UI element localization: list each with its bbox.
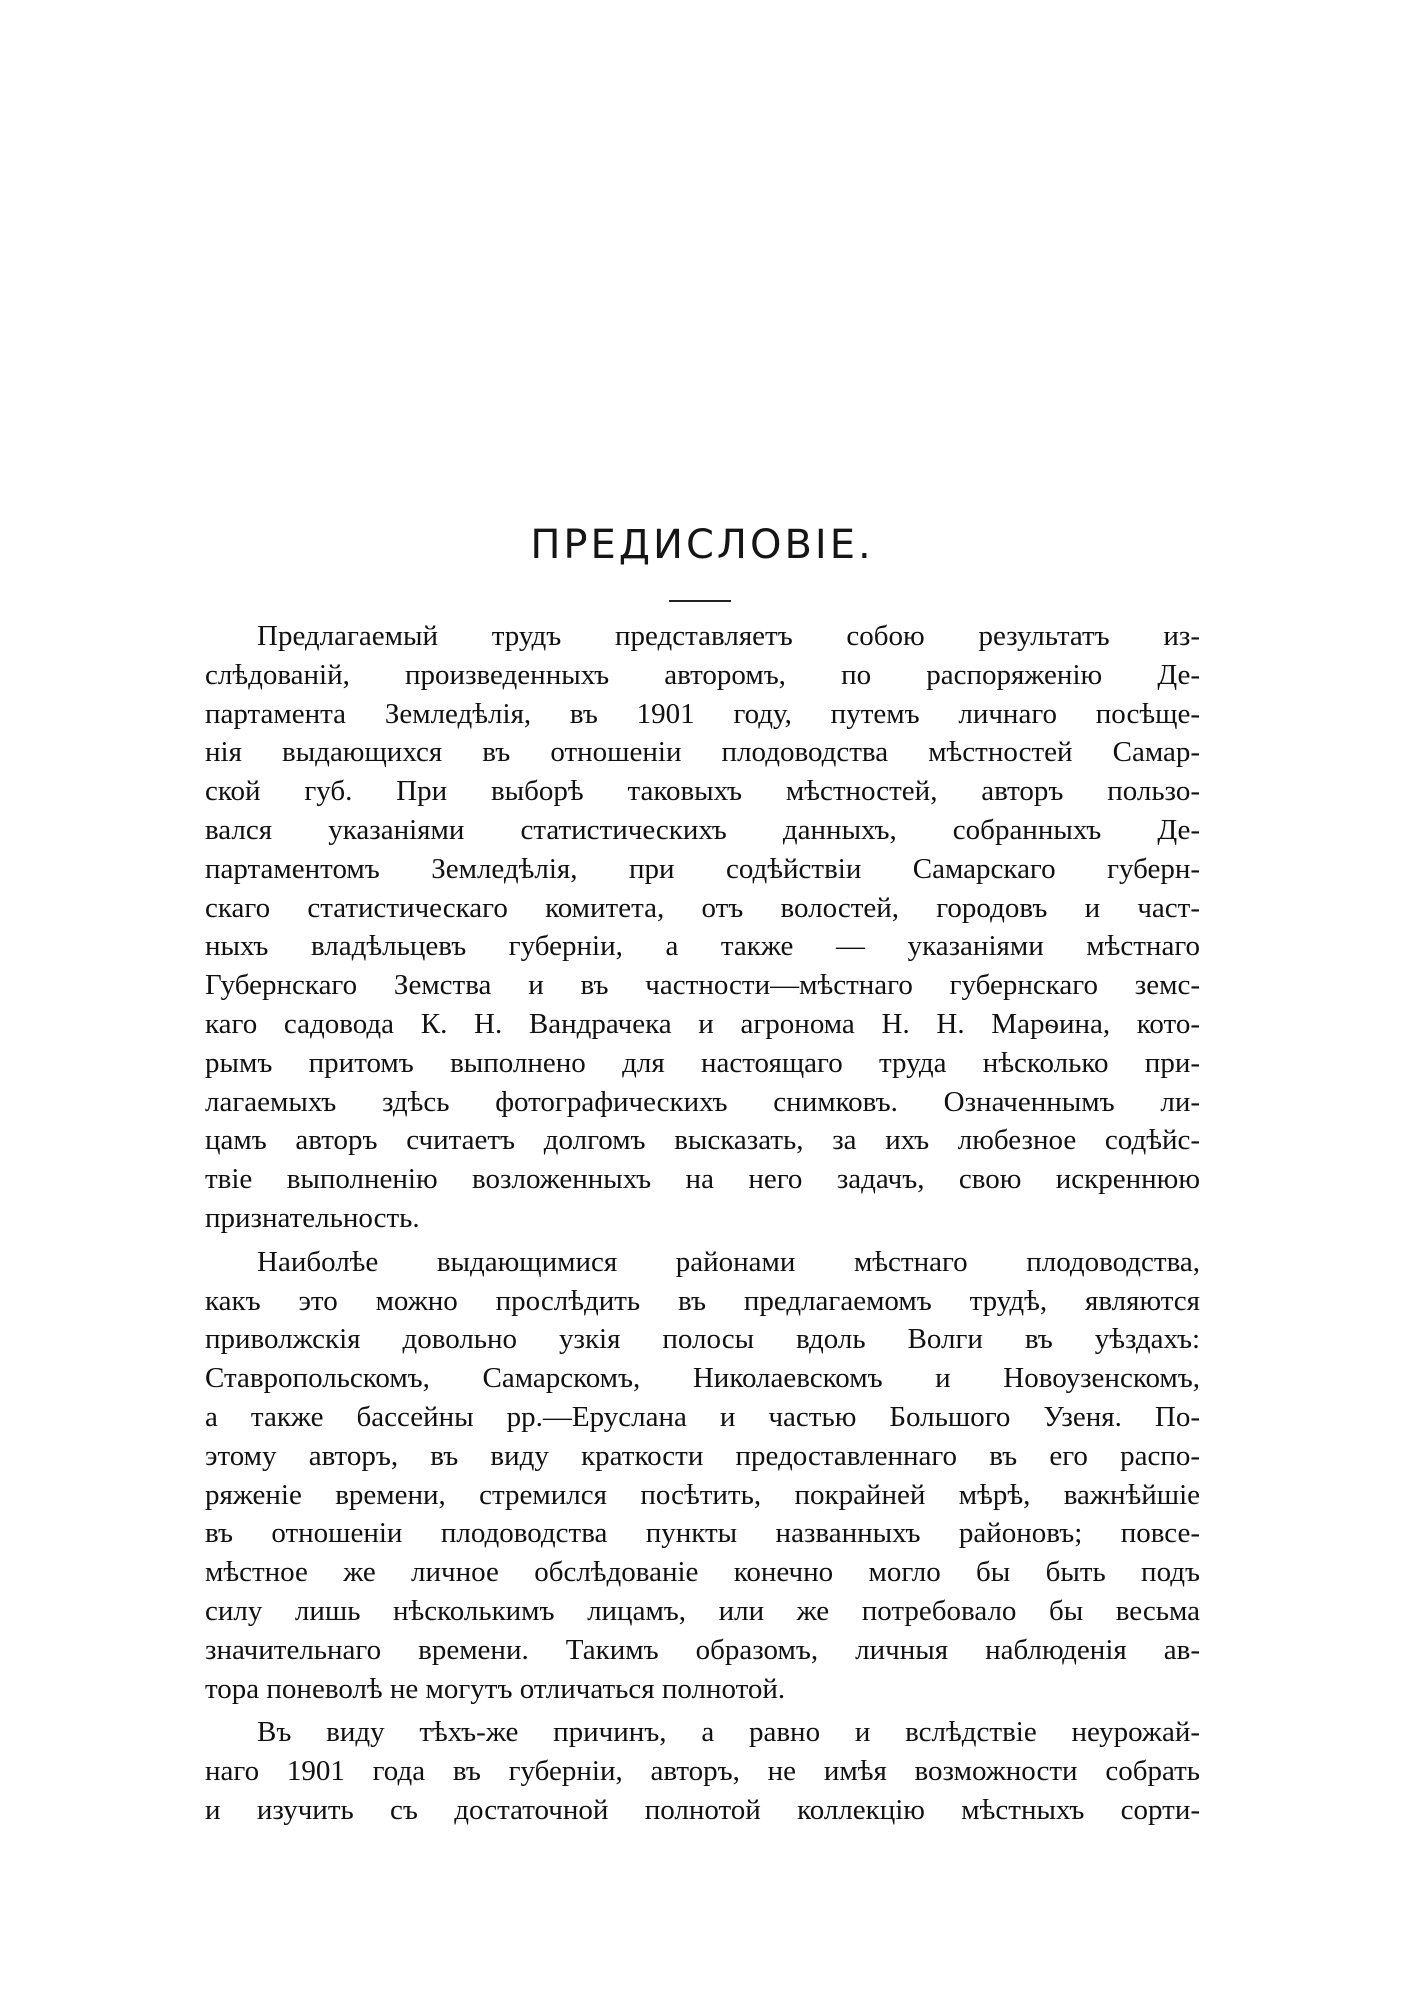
text-line: этому авторъ, въ виду краткости предоставленнаго въ его распо- (205, 1439, 1200, 1472)
text-line: цамъ авторъ считаетъ долгомъ высказать, за ихъ любезное содѣйс- (205, 1124, 1200, 1157)
preface-text (205, 617, 1200, 1830)
text-line: нія выдающихся въ отношеніи плодоводства мѣстностей Самар- (205, 736, 1200, 769)
text-line: партамента Земледѣлія, въ 1901 году, путемъ личнаго посѣще- (205, 697, 1200, 730)
text-line: ныхъ владѣльцевъ губерніи, а также — указаніями мѣстнаго (205, 930, 1200, 963)
paragraph (205, 1713, 1200, 1829)
text-line: партаментомъ Земледѣлія, при содѣйствіи Самарскаго губерн- (205, 852, 1200, 885)
title-divider (669, 600, 731, 602)
text-line: тора поневолѣ не могутъ отличаться полнотой. (205, 1672, 786, 1705)
text-line: наго 1901 года въ губерніи, авторъ, не имѣя возможности собрать (205, 1755, 1200, 1788)
text-line: а также бассейны рр.—Еруслана и частью Большого Узеня. По- (205, 1400, 1200, 1433)
text-line: значительнаго времени. Такимъ образомъ, личныя наблюденія ав- (205, 1633, 1200, 1666)
text-line: лагаемыхъ здѣсь фотографическихъ снимковъ. Означеннымъ ли- (205, 1085, 1200, 1118)
paragraph (205, 617, 1200, 1238)
text-line: какъ это можно прослѣдить въ предлагаемомъ трудѣ, являются (205, 1284, 1200, 1317)
text-line: твіе выполненію возложенныхъ на него задачъ, свою искреннюю (205, 1163, 1200, 1196)
text-line: Предлагаемый трудъ представляетъ собою результатъ из- (257, 620, 1200, 652)
text-line: силу лишь нѣсколькимъ лицамъ, или же потребовало бы весьма (205, 1594, 1200, 1627)
text-line: скаго статистическаго комитета, отъ волостей, городовъ и част- (205, 891, 1200, 924)
text-line: мѣстное же личное обслѣдованіе конечно могло бы быть подъ (205, 1556, 1200, 1589)
text-line: Наиболѣе выдающимися районами мѣстнаго плодоводства, (257, 1245, 1200, 1278)
page-title: ПРЕДИСЛОВІЕ. (530, 522, 874, 568)
paragraph (205, 1243, 1200, 1709)
text-line: рымъ притомъ выполнено для настоящаго труда нѣсколько при- (205, 1046, 1200, 1079)
text-line: и изучить съ достаточной полнотой коллекцію мѣстныхъ сорти- (205, 1793, 1200, 1826)
text-line: признательность. (205, 1201, 420, 1234)
text-line: въ отношеніи плодоводства пункты названныхъ районовъ; повсе- (205, 1517, 1200, 1550)
text-line: каго садовода К. Н. Вандрачека и агронома Н. Н. Марѳина, кото- (205, 1007, 1200, 1040)
text-line: Въ виду тѣхъ-же причинъ, а равно и вслѣдствіе неурожай- (257, 1716, 1200, 1749)
text-line: приволжскія довольно узкія полосы вдоль Волги въ уѣздахъ: (205, 1323, 1200, 1356)
text-line: вался указаніями статистическихъ данныхъ, собранныхъ Де- (205, 813, 1200, 846)
text-line: ряженіе времени, стремился посѣтить, покрайней мѣрѣ, важнѣйшіе (205, 1478, 1200, 1511)
text-line: слѣдованій, произведенныхъ авторомъ, по распоряженію Де- (205, 658, 1200, 691)
text-line: Ставропольскомъ, Самарскомъ, Николаевскомъ и Новоузенскомъ, (205, 1362, 1200, 1395)
text-line: ской губ. При выборѣ таковыхъ мѣстностей, авторъ пользо- (205, 775, 1200, 808)
text-line: Губернскаго Земства и въ частности—мѣстнаго губернскаго земс- (205, 969, 1200, 1002)
